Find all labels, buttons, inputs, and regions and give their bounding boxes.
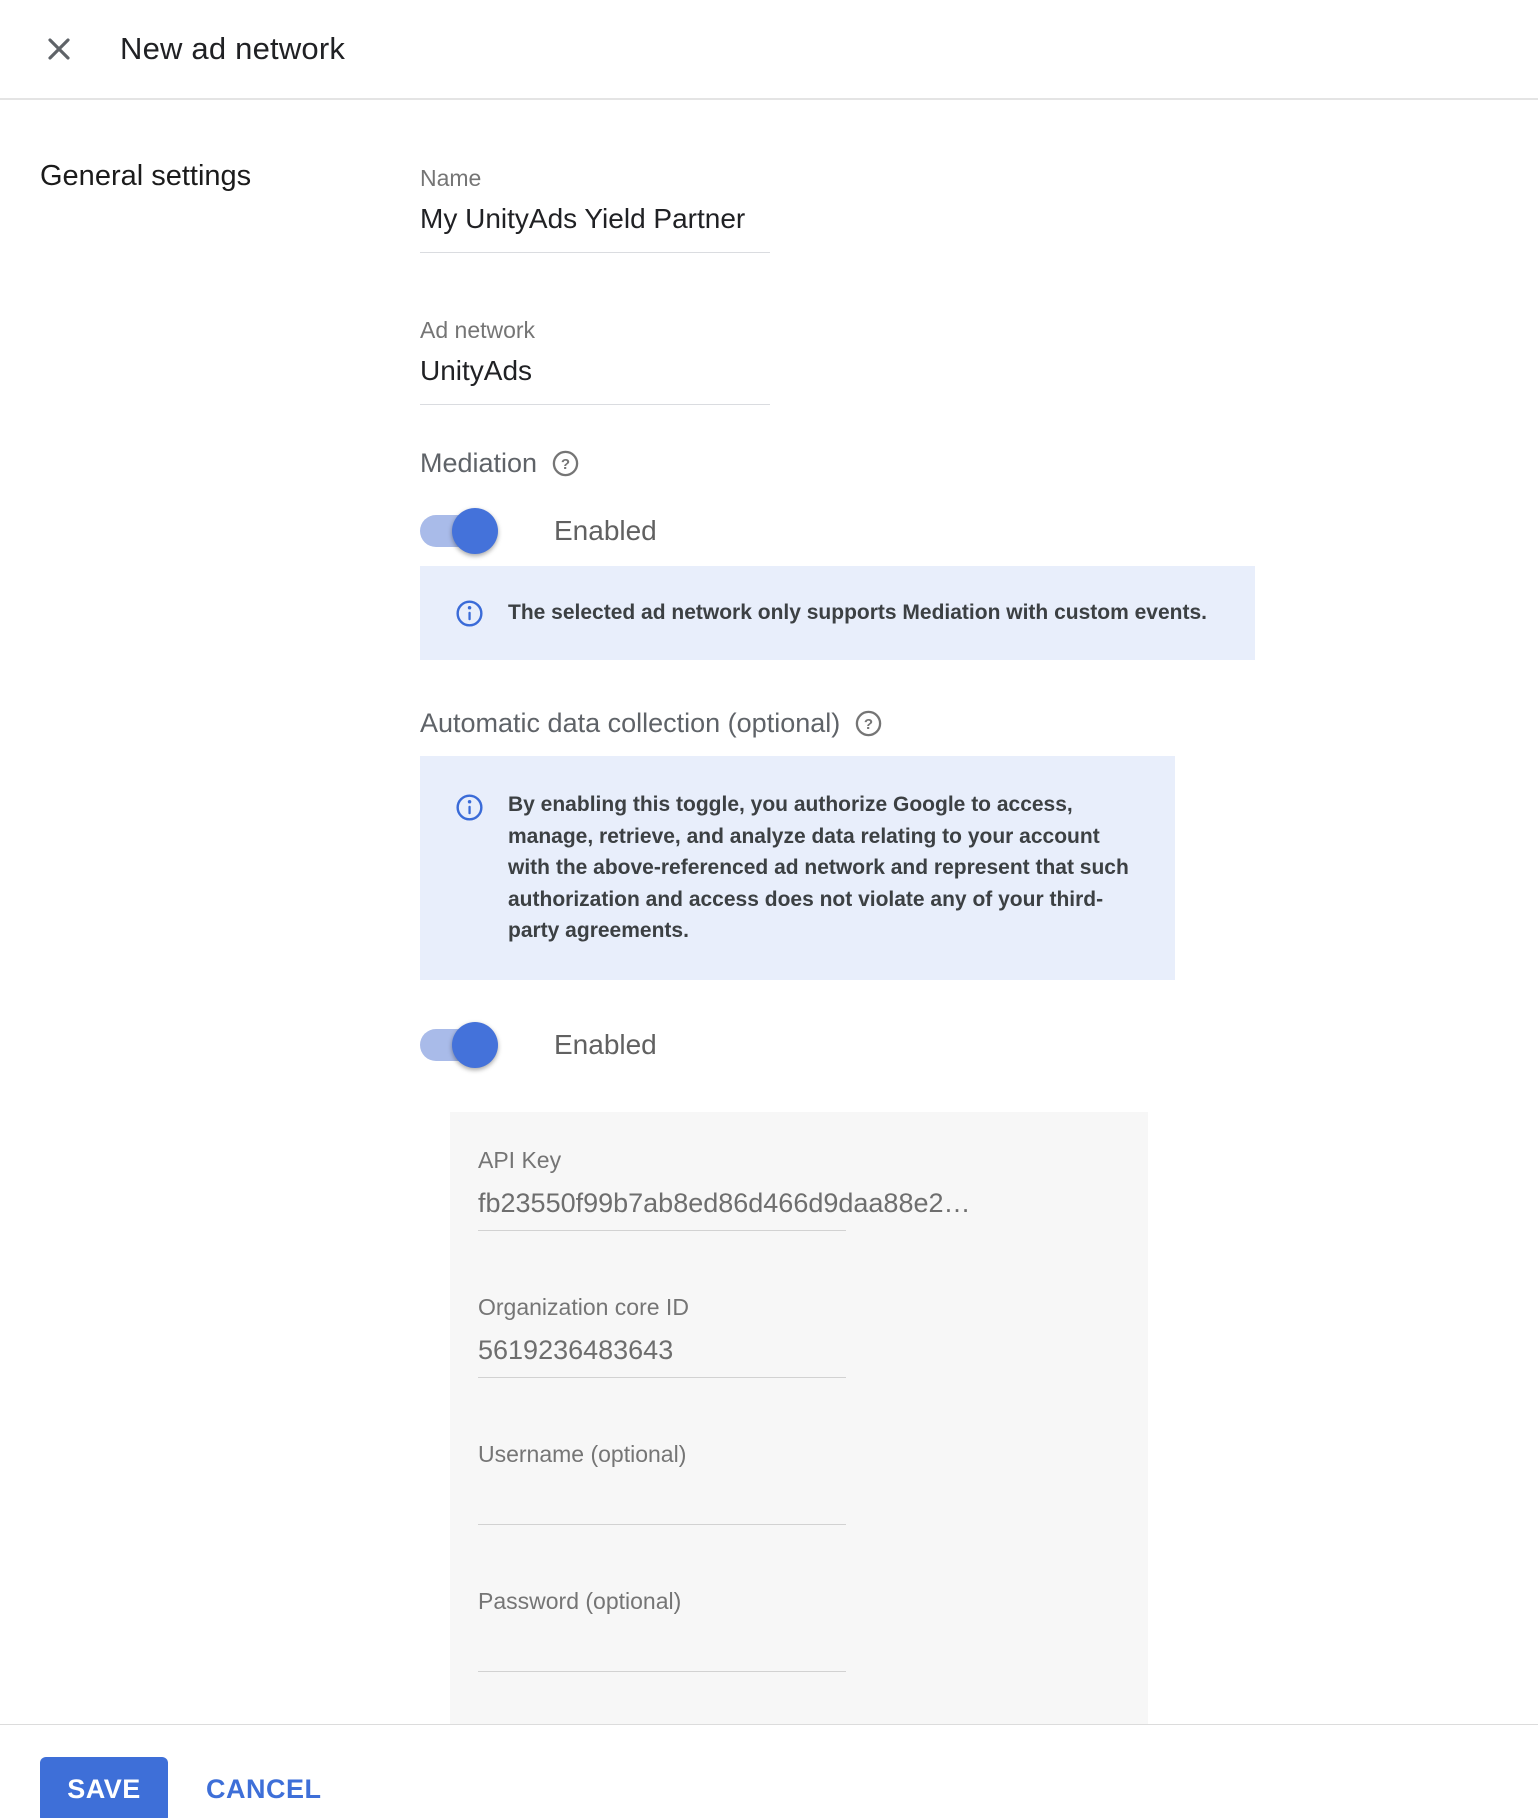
mediation-toggle[interactable] <box>420 515 492 547</box>
name-label: Name <box>420 165 482 191</box>
mediation-info-box <box>420 566 1255 660</box>
save-button[interactable]: SAVE <box>40 1757 168 1818</box>
ad-network-field[interactable] <box>420 316 770 405</box>
auto-data-toggle-label: Enabled <box>554 1028 657 1060</box>
password-label: Password (optional) <box>478 1587 682 1614</box>
username-field[interactable] <box>478 1440 846 1525</box>
info-circle-icon <box>455 599 484 628</box>
mediation-label-row <box>420 448 1538 478</box>
username-input[interactable] <box>478 1480 846 1514</box>
auto-data-label-row <box>420 708 1538 738</box>
mediation-toggle-label: Enabled <box>554 515 657 546</box>
auto-data-toggle-row <box>420 1028 1538 1062</box>
auto-data-toggle[interactable] <box>420 1029 492 1061</box>
mediation-label: Mediation <box>420 447 538 478</box>
section-general-settings: General settings <box>40 160 252 192</box>
dialog-header <box>0 0 1538 100</box>
api-key-field[interactable] <box>478 1146 971 1231</box>
dialog-body <box>0 100 1538 1724</box>
auto-data-label: Automatic data collection (optional) <box>420 707 841 738</box>
auto-data-info-text: By enabling this toggle, you authorize Google to access, manage, retrieve, and analyze data relating to your account with the above-referenced ad network and represent that such authorization and access does not violate any of your third-party agreements. <box>508 793 1129 942</box>
info-circle-icon <box>455 793 484 822</box>
page-title: New ad network <box>120 31 346 66</box>
name-field[interactable] <box>420 164 770 253</box>
org-core-id-label: Organization core ID <box>478 1293 689 1320</box>
auto-data-info-box <box>420 756 1175 980</box>
svg-text:?: ? <box>864 715 874 733</box>
ad-network-label: Ad network <box>420 317 536 343</box>
ad-network-input[interactable]: UnityAds <box>420 355 533 386</box>
password-field[interactable] <box>478 1587 846 1672</box>
username-label: Username (optional) <box>478 1440 687 1467</box>
api-key-label: API Key <box>478 1146 562 1173</box>
name-input[interactable]: My UnityAds Yield Partner <box>420 203 746 234</box>
mediation-toggle-row <box>420 514 1538 548</box>
cancel-button[interactable]: CANCEL <box>206 1757 322 1818</box>
close-icon[interactable] <box>40 30 78 68</box>
help-circle-icon[interactable] <box>854 709 883 738</box>
mediation-info-text: The selected ad network only supports Mediation with custom events. <box>508 601 1207 625</box>
help-circle-icon[interactable] <box>551 449 580 478</box>
org-core-id-input[interactable]: 5619236483643 <box>478 1334 674 1365</box>
password-input[interactable] <box>478 1627 846 1661</box>
api-key-input[interactable]: fb23550f99b7ab8ed86d466d9daa88e2… <box>478 1187 971 1218</box>
dialog-footer <box>0 1724 1538 1818</box>
credentials-panel <box>450 1112 1148 1724</box>
svg-text:?: ? <box>560 455 571 473</box>
org-core-id-field[interactable] <box>478 1293 846 1378</box>
